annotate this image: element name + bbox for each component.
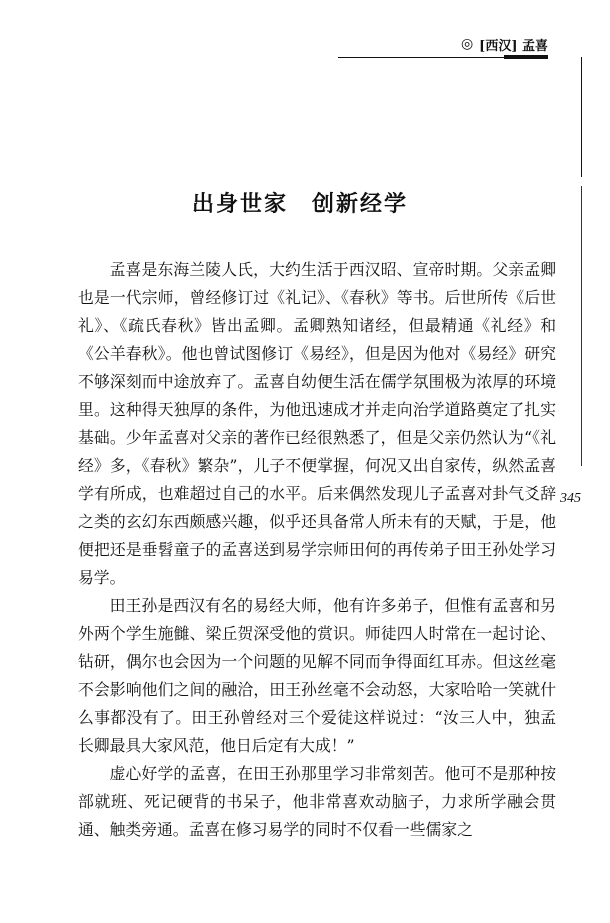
body-text — [78, 256, 556, 844]
paragraph: 虚心好学的孟喜，在田王孙那里学习非常刻苦。他可不是那种按部就班、死记硬背的书呆子，他非常喜欢动脑子，力求所学融会贯通、触类旁通。孟喜在修习易学的同时不仅看一些儒家之 — [78, 764, 556, 839]
header-rule-accent — [504, 55, 548, 59]
chapter-title: 出身世家 创新经学 — [191, 190, 408, 217]
running-header-label: [西汉] 孟喜 — [479, 38, 548, 54]
paragraph: 田王孙是西汉有名的易经大师，他有许多弟子，但惟有孟喜和另外两个学生施雠、梁丘贺深受他的赏识。师徒四人时常在一起讨论、钻研，偶尔也会因为一个问题的见解不同而争得面红耳赤。但这丝毫不会影响他们之间的融洽，田王孙丝毫不会动怒，大家哈哈一笑就什么事都没有了。田王孙曾经对三个爱徒这样说过：“汝三人中，独孟长卿最具大家风范，他日后定有大成！” — [78, 596, 556, 755]
page-number: 345 — [560, 491, 581, 506]
margin-rule-top — [581, 57, 582, 177]
margin-rule — [581, 186, 582, 466]
running-header — [461, 34, 548, 54]
circle-mark-icon: ◎ — [460, 36, 474, 52]
paragraph: 孟喜是东海兰陵人氏，大约生活于西汉昭、宣帝时期。父亲孟卿也是一代宗师，曾经修订过《礼记》、《春秋》等书。后世所传《后世礼》、《疏氏春秋》皆出孟卿。孟卿熟知诸经，但最精通《礼经》和《公羊春秋》。他也曾试图修订《易经》，但是因为他对《易经》研究不够深刻而中途放弃了。孟喜自幼便生活在儒学氛围极为浓厚的环境里。这种得天独厚的条件，为他迅速成才并走向治学道路奠定了扎实基础。少年孟喜对父亲的著作已经很熟悉了，但是父亲仍然认为“《礼经》多，《春秋》繁杂”，儿子不便掌握，何况又出自家传，纵然孟喜学有所成，也难超过自己的水平。后来偶然发现儿子孟喜对卦气爻辞之类的玄幻东西颇感兴趣，似乎还具备常人所未有的天赋，于是，他便把还是垂髫童子的孟喜送到易学宗师田何的再传弟子田王孙处学习易学。 — [78, 260, 556, 587]
